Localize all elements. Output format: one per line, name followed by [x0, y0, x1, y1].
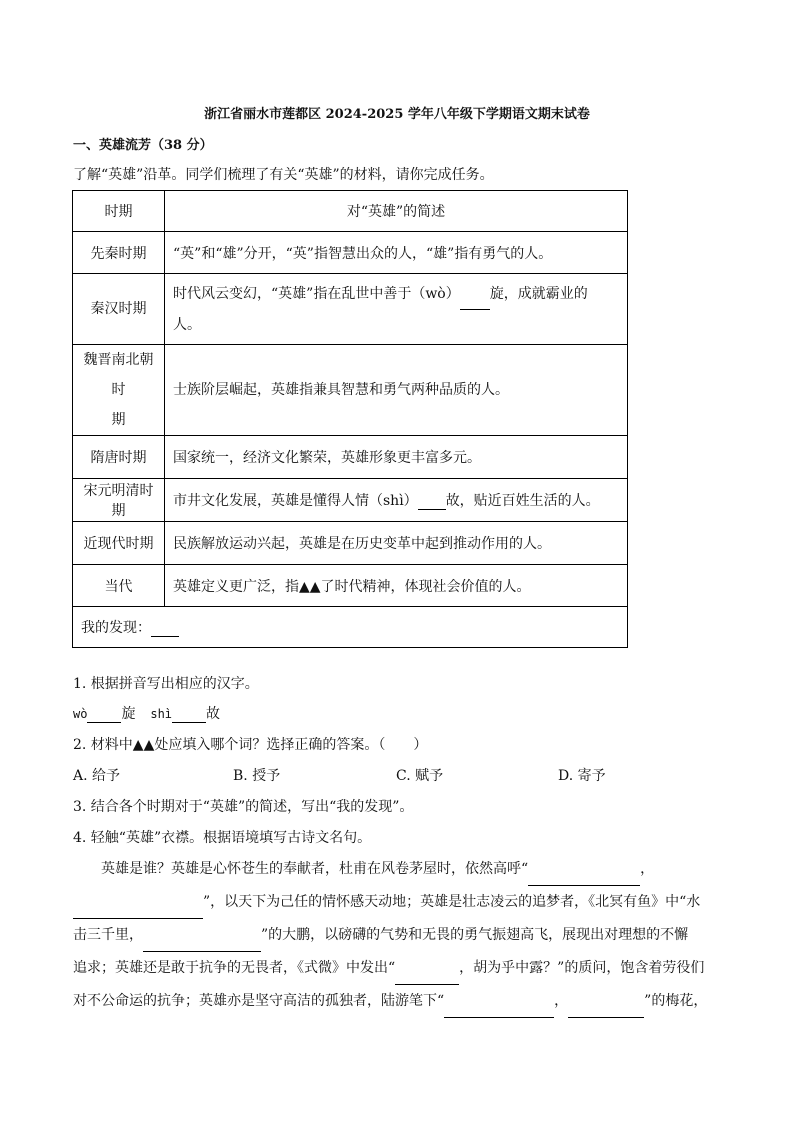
period-text: 期 — [111, 412, 126, 428]
pinyin-label: wò — [73, 707, 88, 721]
table-cell-period: 秦汉时期 — [73, 274, 165, 345]
question-2: 2. 材料中▲▲处应填入哪个词？选择正确的答案。（ ） — [73, 737, 428, 753]
table-cell-desc — [165, 274, 628, 345]
fill-blank[interactable] — [418, 493, 446, 510]
fill-blank[interactable] — [172, 706, 206, 723]
question-1-blanks — [73, 703, 220, 723]
section-heading: 一、英雄流芳（38 分） — [73, 138, 213, 153]
option-d[interactable]: D. 寄予 — [558, 768, 606, 784]
fill-blank[interactable] — [395, 952, 459, 985]
passage-text: 追求；英雄还是敢于抗争的无畏者，《式微》中发出“ — [73, 960, 396, 976]
desc-text: 市井文化发展，英雄是懂得人情（shì） — [173, 493, 418, 509]
passage-text: ”，以天下为己任的情怀感天动地；英雄是壮志凌云的追梦者，《北冥有鱼》中“水 — [203, 894, 701, 910]
passage-text: ， — [640, 861, 655, 877]
desc-text: 故，贴近百姓生活的人。 — [445, 493, 600, 509]
question-1: 1. 根据拼音写出相应的汉字。 — [73, 676, 259, 692]
passage-text: 对不公命运的抗争；英雄亦是坚守高洁的孤独者，陆游笔下“ — [73, 993, 445, 1009]
answer-suffix: 故 — [206, 706, 221, 722]
table-row — [73, 345, 628, 436]
table-cell-desc: “英”和“雄”分开，“英”指智慧出众的人，“雄”指有勇气的人。 — [165, 232, 628, 274]
table-cell-period: 近现代时期 — [73, 522, 165, 565]
table-cell-desc: 士族阶层崛起，英雄指兼具智慧和勇气两种品质的人。 — [165, 345, 628, 436]
table-header-period: 时期 — [73, 191, 165, 232]
fill-blank[interactable] — [568, 985, 644, 1018]
answer-suffix: 旋 — [121, 706, 136, 722]
passage-text: 击三千里， — [73, 927, 143, 943]
fill-blank[interactable] — [444, 985, 554, 1018]
table-cell-period — [73, 345, 165, 436]
table-cell-desc: 国家统一，经济文化繁荣，英雄形象更丰富多元。 — [165, 436, 628, 479]
question-4: 4. 轻触“英雄”衣襟。根据语境填写古诗文名句。 — [73, 830, 372, 846]
passage-line — [73, 952, 723, 985]
table-footer-row — [73, 607, 628, 648]
hero-table — [72, 190, 628, 648]
question-3: 3. 结合各个时期对于“英雄”的简述，写出“我的发现”。 — [73, 799, 414, 815]
fill-blank[interactable] — [151, 620, 179, 637]
my-discovery-cell — [73, 607, 628, 648]
intro-text: 了解“英雄”沿革。同学们梳理了有关“英雄”的材料，请你完成任务。 — [73, 167, 494, 183]
table-row — [73, 522, 628, 565]
desc-text: 旋，成就霸业的 — [489, 285, 588, 302]
passage-line — [73, 985, 723, 1018]
table-cell-desc: 民族解放运动兴起，英雄是在历史变革中起到推动作用的人。 — [165, 522, 628, 565]
fill-blank[interactable] — [143, 919, 261, 952]
option-a[interactable]: A. 给予 — [73, 768, 121, 784]
table-cell-period: 宋元明清时期 — [73, 479, 165, 522]
table-header-desc: 对“英雄”的简述 — [165, 191, 628, 232]
fill-blank[interactable] — [528, 853, 640, 886]
exam-title: 浙江省丽水市莲都区 2024-2025 学年八年级下学期语文期末试卷 — [204, 107, 590, 122]
table-cell-period: 先秦时期 — [73, 232, 165, 274]
passage-text: ”的大鹏，以磅礴的气势和无畏的勇气振翅高飞，展现出对理想的不懈 — [261, 927, 689, 943]
passage-line — [73, 919, 723, 952]
table-cell-period: 当代 — [73, 565, 165, 607]
desc-text: 时代风云变幻，“英雄”指在乱世中善于（wò） — [173, 285, 460, 302]
fill-blank[interactable] — [73, 886, 203, 919]
passage — [73, 853, 723, 1018]
table-row — [73, 274, 628, 345]
period-text: 魏晋南北朝时 — [83, 352, 154, 398]
passage-line — [73, 853, 723, 886]
table-row — [73, 565, 628, 607]
passage-text: ，胡为乎中露？”的质问，饱含着劳役们 — [459, 960, 705, 976]
table-row — [73, 479, 628, 522]
pinyin-label: shì — [150, 707, 173, 721]
table-cell-desc: 英雄定义更广泛，指▲▲了时代精神，体现社会价值的人。 — [165, 565, 628, 607]
passage-text: ”的梅花， — [644, 993, 708, 1009]
passage-text: 英雄是谁？英雄是心怀苍生的奉献者，杜甫在风卷茅屋时，依然高呼“ — [101, 861, 529, 877]
table-row — [73, 436, 628, 479]
fill-blank[interactable] — [87, 706, 121, 723]
passage-line — [73, 886, 723, 919]
option-c[interactable]: C. 赋予 — [396, 768, 444, 784]
table-cell-period: 隋唐时期 — [73, 436, 165, 479]
fill-blank[interactable] — [460, 279, 490, 310]
table-header-row — [73, 191, 628, 232]
passage-text: ， — [554, 993, 569, 1009]
table-cell-desc — [165, 479, 628, 522]
desc-text: 人。 — [173, 316, 201, 333]
my-discovery-label: 我的发现： — [81, 620, 151, 636]
table-row — [73, 232, 628, 274]
option-b[interactable]: B. 授予 — [233, 768, 281, 784]
